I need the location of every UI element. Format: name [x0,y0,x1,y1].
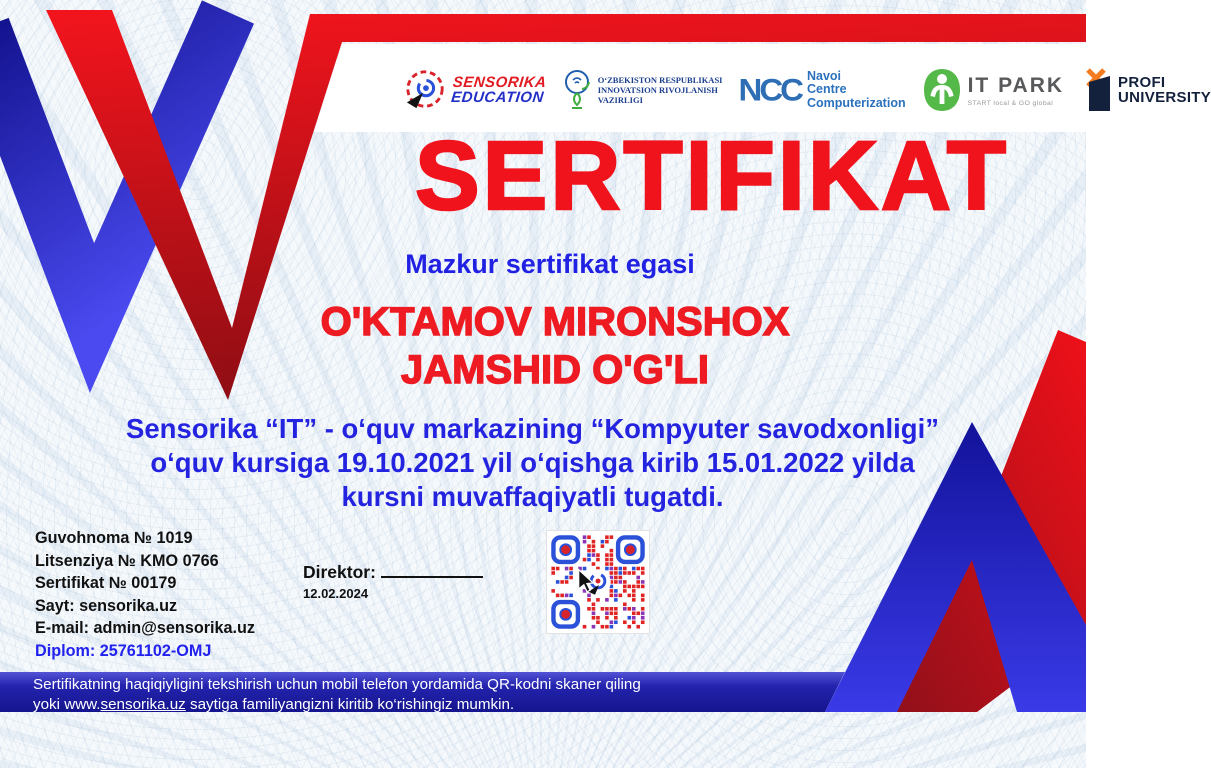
certificate-body [80,412,985,514]
ncc-logo-text [807,70,906,111]
detail-diplom: Diplom: 25761102-OMJ [35,641,212,660]
profi-line2: UNIVERSITY [1118,89,1211,106]
profi-logo-text [1118,75,1211,105]
mouse-cursor [577,569,595,593]
qr-finder-top-left [553,537,577,561]
qr-code-graphic [551,535,645,629]
footer-verification-text [33,675,641,714]
logo-profi-university [1080,68,1211,112]
sensorika-logo-text [450,75,547,105]
sensorika-line1: SENSORIKA [451,74,548,91]
detail-sertifikat: Sertifikat № 00179 [35,574,177,592]
ministry-line3: VAZIRLIGI [597,95,643,105]
itpark-name: IT PARK [967,73,1065,97]
ministry-line2: INNOVATSION RIVOJLANISH [597,85,718,95]
footer-line2-suffix: saytiga familiyangizni kiritib ko‘rishingiz mumkin. [185,695,515,713]
profi-university-icon [1080,68,1112,112]
footer-site-link: sensorika.uz [100,695,186,713]
footer-line1: Sertifikatning haqiqiyligini tekshirish uchun mobil telefon yordamida QR-kodni skaner qiling [33,676,641,693]
signature-line [381,563,483,578]
ncc-line1: Navoi [806,68,842,83]
logo-sensorika-education [404,69,546,111]
qr-finder-top-right [618,537,642,561]
recipient-name-line1: O'KTAMOV MIRONSHOX [320,300,790,344]
itpark-logo-text [968,74,1064,107]
certificate-subtitle: Mazkur sertifikat egasi [405,249,695,279]
ncc-chain-icon: NCC [738,71,801,108]
ncc-line2: Centre [806,82,847,97]
issue-date: 12.02.2024 [303,586,369,601]
logo-ncc [738,70,905,111]
footer-line2 [33,695,641,715]
qr-code [546,530,650,634]
body-line2: o‘quv kursiga 19.10.2021 yil o‘qishga kirib 15.01.2022 yilda [150,447,915,478]
recipient-name [105,298,1005,394]
sensorika-logo-icon [404,69,446,111]
recipient-name-line2: JAMSHID O'G'LI [401,348,709,392]
director-block [303,562,483,601]
ministry-logo-text [598,75,723,105]
body-line1: Sensorika “IT” - o‘quv markazining “Kompyuter savodxonligi” [126,413,939,444]
detail-litsenziya: Litsenziya № KMO 0766 [35,551,219,570]
ministry-line1: O‘ZBEKISTON RESPUBLIKASI [597,75,723,85]
certificate-details [35,527,255,662]
director-label: Direktor: [303,562,376,582]
logo-ministry [562,67,723,113]
body-line3: kursni muvaffaqiyatli tugatdi. [341,481,724,512]
ministry-bulb-icon [562,67,592,113]
logo-itpark [922,68,1064,112]
detail-guvohnoma: Guvohnoma № 1019 [35,529,193,547]
footer-line2-prefix: yoki www. [33,695,101,713]
itpark-person-icon [922,68,962,112]
detail-sayt: Sayt: sensorika.uz [35,596,178,615]
sensorika-line2: EDUCATION [450,89,545,106]
itpark-tagline: START local & GO global [967,99,1054,107]
profi-line1: PROFI [1118,74,1166,91]
detail-email: E-mail: admin@sensorika.uz [35,619,255,637]
certificate-title: SERTIFIKAT [414,121,1009,230]
qr-finder-bottom-left [553,602,577,626]
partner-logos-row [404,50,1211,130]
ncc-line3: Computerization [806,95,906,110]
